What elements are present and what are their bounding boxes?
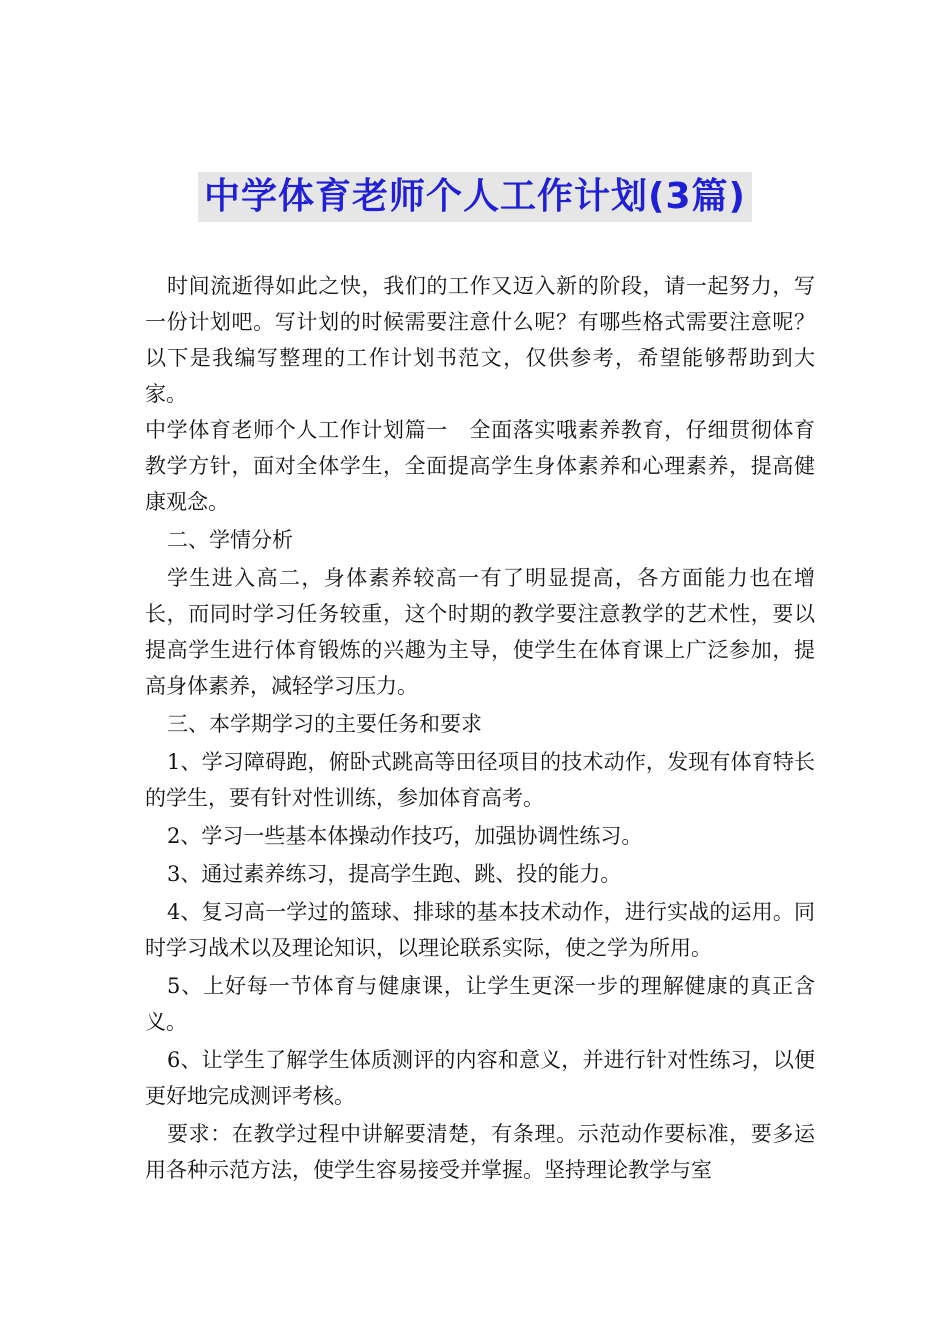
- task-item-4: 4、复习高一学过的篮球、排球的基本技术动作，进行实战的运用。同时学习战术以及理论知识，以理论联系实际，使之学为所用。: [145, 900, 815, 960]
- section-heading-student-analysis: 二、学情分析: [167, 528, 293, 552]
- plan-part-one-paragraph: 中学体育老师个人工作计划篇一 全面落实哦素养教育，仔细贯彻体育教学方针，面对全体学生，全面提高学生身体素养和心理素养，提高健康观念。: [145, 418, 815, 514]
- intro-paragraph: 时间流逝得如此之快，我们的工作又迈入新的阶段，请一起努力，写一份计划吧。写计划的时候需要注意什么呢？有哪些格式需要注意呢？以下是我编写整理的工作计划书范文，仅供参考，希望能够帮助到大家。: [145, 274, 815, 406]
- title-container: [0, 172, 950, 222]
- task-item-1: 1、学习障碍跑，俯卧式跳高等田径项目的技术动作，发现有体育特长的学生，要有针对性训练，参加体育高考。: [145, 750, 815, 810]
- document-body: [145, 268, 815, 1188]
- requirements-paragraph: 要求：在教学过程中讲解要清楚，有条理。示范动作要标准，要多运用各种示范方法，使学生容易接受并掌握。坚持理论教学与室: [145, 1122, 815, 1182]
- task-item-6: 6、让学生了解学生体质测评的内容和意义，并进行针对性练习，以便更好地完成测评考核。: [145, 1048, 815, 1108]
- student-analysis-paragraph: 学生进入高二，身体素养较高一有了明显提高，各方面能力也在增长，而同时学习任务较重，这个时期的教学要注意教学的艺术性，要以提高学生进行体育锻炼的兴趣为主导，使学生在体育课上广泛参加，提高身体素养，减轻学习压力。: [145, 566, 815, 698]
- document-title: 中学体育老师个人工作计划(3篇): [198, 172, 752, 222]
- task-item-2: 2、学习一些基本体操动作技巧，加强协调性练习。: [167, 824, 643, 848]
- task-item-5: 5、上好每一节体育与健康课，让学生更深一步的理解健康的真正含义。: [145, 974, 815, 1034]
- section-heading-tasks: 三、本学期学习的主要任务和要求: [167, 712, 482, 736]
- task-item-3: 3、通过素养练习，提高学生跑、跳、投的能力。: [167, 862, 622, 886]
